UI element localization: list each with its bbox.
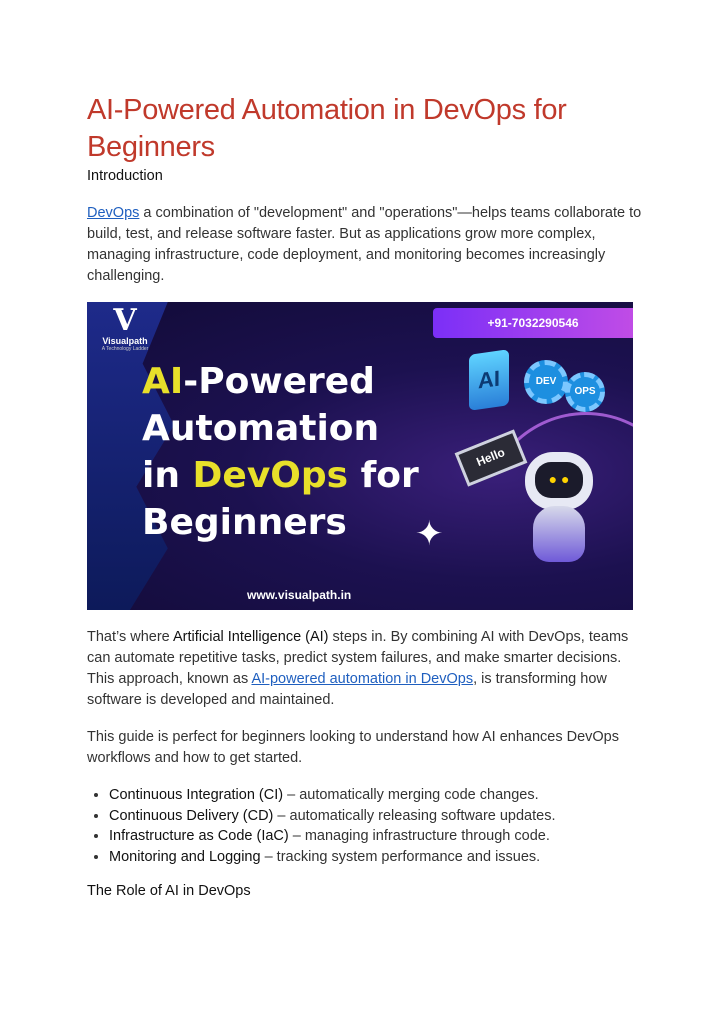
- list-item-term: Infrastructure as Code (IaC): [109, 828, 289, 844]
- sparkle-icon: ✦: [415, 515, 444, 553]
- page-title: AI-Powered Automation in DevOps for Beginners: [87, 94, 567, 163]
- headline-in: in: [142, 455, 193, 496]
- robot-head-icon: [525, 452, 593, 510]
- headline-line-1: -Powered: [183, 361, 375, 402]
- headline-for: for: [348, 455, 419, 496]
- intro-text: a combination of "development" and "operations"—helps teams collaborate to build, test, and release software faster. But as applications grow more complex, managing infrastructure, code deployment, and monitoring becomes increasingly challenging.: [87, 205, 642, 284]
- headline-line-4: Beginners: [142, 502, 347, 543]
- list-item-desc: – managing infrastructure through code.: [288, 828, 550, 844]
- banner-headline: [142, 358, 419, 546]
- logo-mark-icon: V: [113, 303, 137, 338]
- guide-paragraph: This guide is perfect for beginners looking to understand how AI enhances DevOps workflows and how to get started.: [87, 729, 619, 766]
- introduction-heading: Introduction: [87, 168, 163, 184]
- logo-tagline: A Technology Ladder: [101, 346, 149, 352]
- list-item-desc: – tracking system performance and issues.: [260, 848, 541, 865]
- headline-ai: AI: [142, 361, 184, 402]
- list-item: [109, 826, 647, 847]
- devops-practices-list: [87, 785, 647, 867]
- ai-automation-link[interactable]: AI-powered automation in DevOps: [251, 671, 474, 687]
- role-of-ai-heading: The Role of AI in DevOps: [87, 883, 251, 899]
- hero-banner-image: [87, 302, 633, 610]
- list-item: [109, 785, 647, 806]
- list-item-desc: – automatically releasing software updates.: [273, 807, 556, 824]
- logo-name: Visualpath: [102, 336, 148, 346]
- list-item-desc: – automatically merging code changes.: [283, 787, 539, 803]
- banner-url: www.visualpath.in: [247, 588, 352, 602]
- headline-devops: DevOps: [192, 455, 349, 496]
- para2-post: , is transforming how software is developed and maintained.: [87, 671, 607, 708]
- list-item-term: Continuous Integration (CI): [109, 787, 284, 803]
- headline-line-2: Automation: [142, 408, 380, 449]
- list-item: [109, 806, 647, 827]
- ai-chip-icon: AI: [469, 349, 509, 411]
- list-item-term: Continuous Delivery (CD): [109, 807, 274, 824]
- hello-sign: Hello: [455, 429, 528, 486]
- ops-gear-icon: OPS: [565, 372, 605, 412]
- banner-phone: +91-7032290546: [433, 308, 633, 338]
- document-page: [87, 92, 647, 899]
- para2-mid: steps in. By combining AI with DevOps, teams can automate repetitive tasks, predict system failures, and make smarter decisions. This approach, known as: [87, 629, 629, 687]
- visualpath-logo: [97, 303, 153, 352]
- dev-gear-icon: DEV: [524, 360, 568, 404]
- para2-pre: That’s where: [87, 629, 173, 645]
- list-item-term: Monitoring and Logging: [109, 848, 261, 865]
- intro-paragraph: [87, 203, 647, 287]
- list-item: [109, 847, 647, 868]
- devops-link[interactable]: DevOps: [87, 205, 140, 221]
- robot-face-icon: ● ●: [535, 462, 583, 498]
- ai-term: Artificial Intelligence (AI): [172, 629, 329, 645]
- robot-body-icon: [533, 506, 585, 562]
- ai-paragraph: [87, 627, 647, 711]
